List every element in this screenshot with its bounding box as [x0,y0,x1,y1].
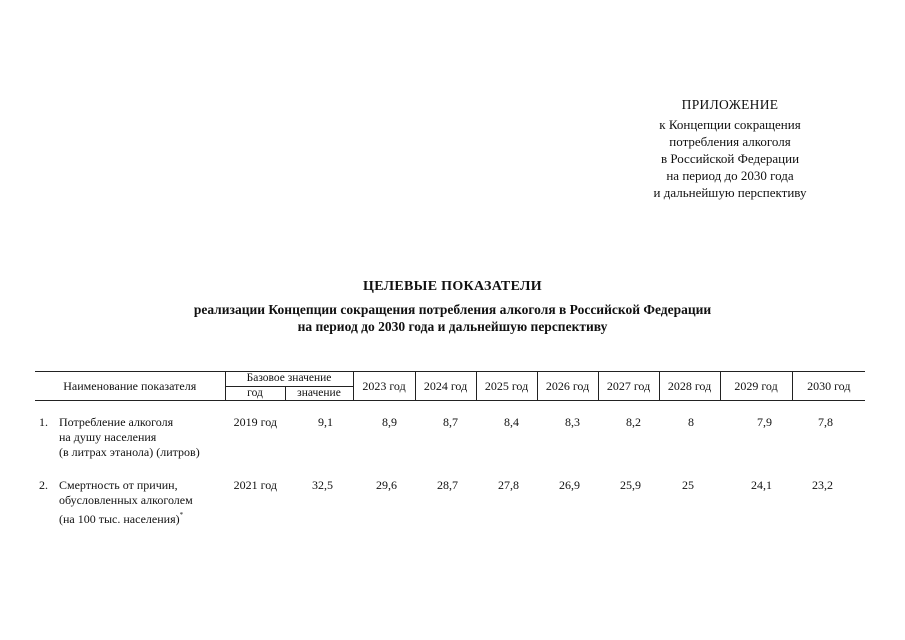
subtitle-line: на период до 2030 года и дальнейшую перспективу [297,319,608,334]
column-header-year: 2028 год [659,372,720,401]
column-header-year: 2029 год [720,372,792,401]
column-header-year: 2023 год [353,372,415,401]
column-header-year: 2026 год [537,372,598,401]
value-cell: 28,7 [437,478,459,492]
appendix-line: потребления алкоголя [669,134,791,149]
value-cell: 8,4 [504,415,520,429]
indicator-name-line: обусловленных алкоголем [59,493,193,507]
column-header-year: 2024 год [415,372,476,401]
value-cell: 8,7 [443,415,459,429]
value-cell: 25,9 [620,478,642,492]
subtitle-line: реализации Концепции сокращения потребления алкоголя в Российской Федерации [193,302,712,317]
table-row [35,478,865,528]
column-header-year: 2030 год [792,372,865,401]
appendix-block [600,96,860,201]
value-cell: 8,2 [626,415,642,429]
base-value-cell: 9,1 [318,415,334,429]
base-value-cell: 32,5 [312,478,334,492]
indicator-name-cell [35,415,225,461]
row-index: 1. [39,415,48,429]
appendix-line: на период до 2030 года [666,168,794,183]
value-cell: 25 [682,478,695,492]
column-header-base: Базовое значение [225,372,353,387]
row-index: 2. [39,478,48,492]
column-header-base-year: год [225,386,285,401]
base-year-cell: 2019 год [233,415,277,429]
document-title: ЦЕЛЕВЫЕ ПОКАЗАТЕЛИ [363,279,542,294]
table-row [35,415,865,461]
column-header-name: Наименование показателя [35,372,225,401]
appendix-line: в Российской Федерации [660,151,800,166]
indicator-name-line: (в литрах этанола) (литров) [59,445,200,459]
document-subtitle [0,301,905,335]
appendix-line: к Концепции сокращения [659,117,801,132]
value-cell: 8 [688,415,695,429]
value-cell: 26,9 [559,478,581,492]
value-cell: 23,2 [812,478,834,492]
value-cell: 29,6 [376,478,398,492]
appendix-line: и дальнейшую перспективу [653,185,807,200]
indicator-name-line: Смертность от причин, [59,478,178,492]
indicator-name-line: на душу населения [59,430,157,444]
indicator-name-line: (на 100 тыс. населения) [59,512,180,526]
appendix-heading: ПРИЛОЖЕНИЕ [681,97,779,112]
indicators-table [35,371,865,528]
indicator-name-cell [35,478,225,528]
column-header-year: 2025 год [476,372,537,401]
value-cell: 27,8 [498,478,520,492]
value-cell: 8,3 [565,415,581,429]
column-header-year: 2027 год [598,372,659,401]
footnote-mark: * [179,511,184,519]
value-cell: 7,8 [818,415,834,429]
base-year-cell: 2021 год [233,478,277,492]
value-cell: 8,9 [382,415,398,429]
indicator-name-line: Потребление алкоголя [59,415,174,429]
column-header-base-value: значение [285,386,353,401]
value-cell: 24,1 [751,478,773,492]
value-cell: 7,9 [757,415,773,429]
